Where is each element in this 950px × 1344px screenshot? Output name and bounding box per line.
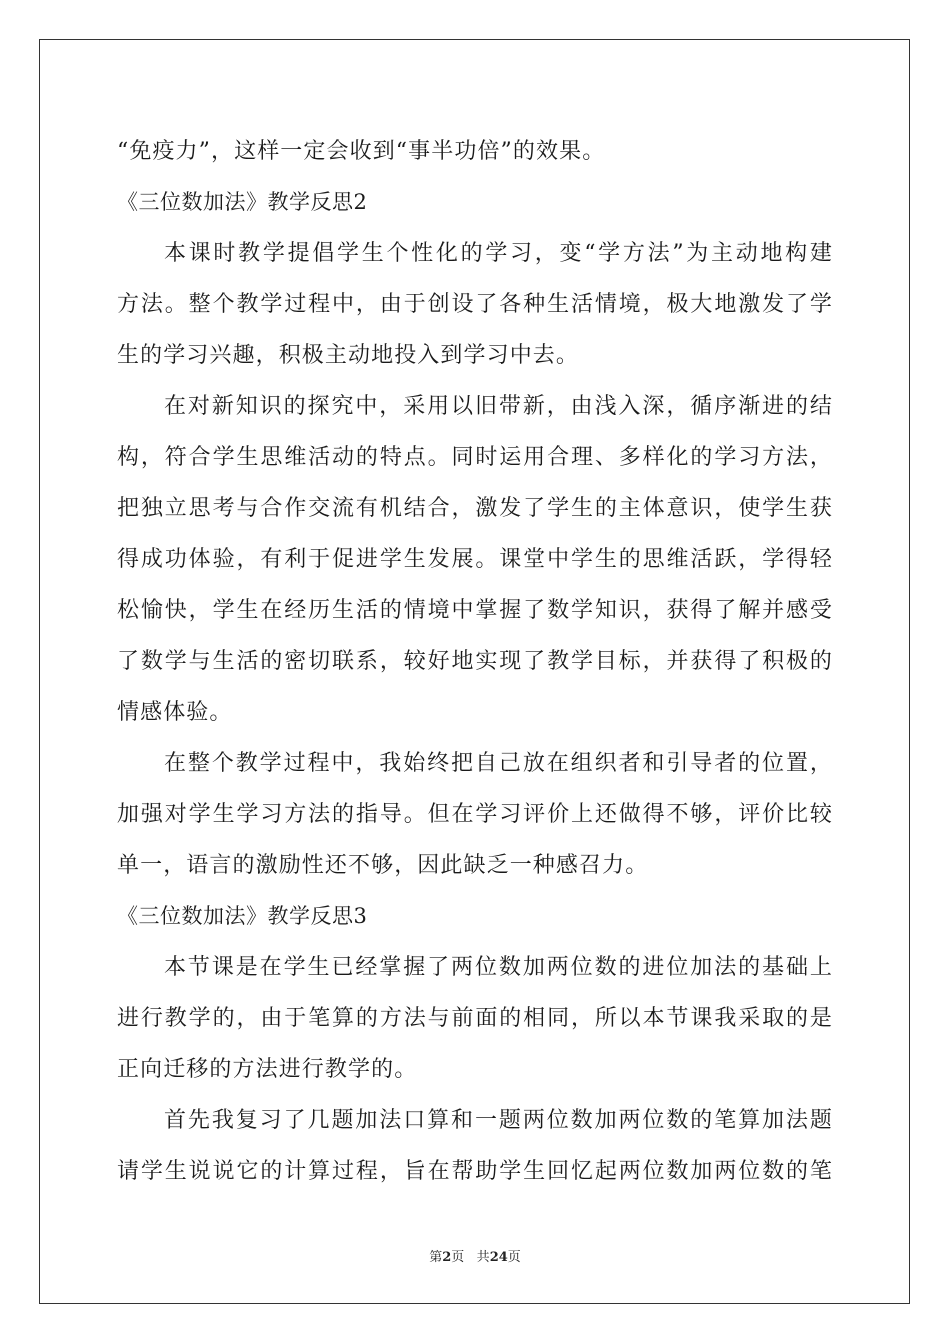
footer-total-unit: 页 [507,1250,521,1265]
document-body [117,126,833,1197]
text-line: 首先我复习了几题加法口算和一题两位数加两位数的笔算加法题 [164,1108,833,1133]
text-line: 得成功体验，有利于促进学生发展。课堂中学生的思维活跃，学得轻 [117,547,833,572]
page-footer [0,1246,950,1265]
text-line: 加强对学生学习方法的指导。但在学习评价上还做得不够，评价比较 [117,802,833,827]
footer-total-pages: 24 [489,1250,508,1265]
section-heading: 《三位数加法》教学反思2 [117,190,368,214]
text-line: 正向迁移的方法进行教学的。 [117,1057,418,1082]
text-line: 本节课是在学生已经掌握了两位数加两位数的进位加法的基础上 [164,955,833,980]
text-line: 本课时教学提倡学生个性化的学习，变“学方法”为主动地构建 [164,241,833,266]
footer-page-unit: 页 [451,1250,465,1265]
text-line: 构，符合学生思维活动的特点。同时运用合理、多样化的学习方法， [117,445,833,470]
text-line: 把独立思考与合作交流有机结合，激发了学生的主体意识，使学生获 [117,496,833,521]
text-line: “免疫力”，这样一定会收到“事半功倍”的效果。 [117,139,606,164]
text-line: 请学生说说它的计算过程，旨在帮助学生回忆起两位数加两位数的笔 [117,1159,833,1184]
text-line: 了数学与生活的密切联系，较好地实现了教学目标，并获得了积极的 [117,649,833,674]
footer-separator: 共 [464,1250,490,1265]
text-line: 松愉快，学生在经历生活的情境中掌握了数学知识，获得了解并感受 [117,598,833,623]
text-line: 单一，语言的激励性还不够，因此缺乏一种感召力。 [117,853,649,878]
text-line: 情感体验。 [117,700,233,725]
text-line: 进行教学的，由于笔算的方法与前面的相同，所以本节课我采取的是 [117,1006,833,1031]
text-line: 在对新知识的探究中，采用以旧带新，由浅入深，循序渐进的结 [164,394,833,419]
footer-prefix: 第 [429,1250,443,1265]
text-line: 方法。整个教学过程中，由于创设了各种生活情境，极大地激发了学 [117,292,833,317]
text-line: 生的学习兴趣，积极主动地投入到学习中去。 [117,343,580,368]
footer-page-number: 2 [442,1250,452,1265]
section-heading: 《三位数加法》教学反思3 [117,904,368,928]
text-line: 在整个教学过程中，我始终把自己放在组织者和引导者的位置， [164,751,833,776]
